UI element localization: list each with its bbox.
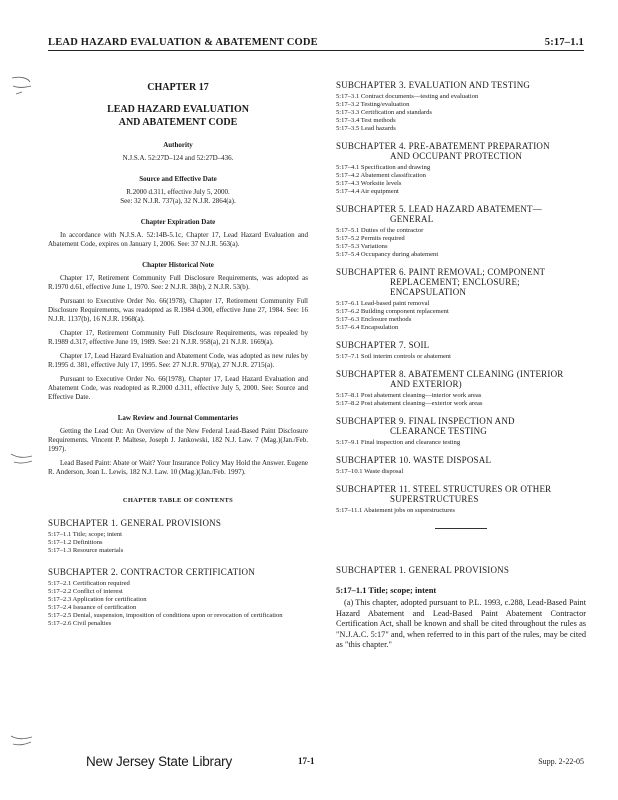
toc-entry: 5:17–2.1 Certification required [48,580,130,587]
toc-entry: 5:17–2.5 Denial, suspension, imposition of conditions upon or revocation of certification [48,612,283,619]
toc-entries [336,300,586,332]
punch-hole-mark [8,74,34,98]
toc-subchapter-line: GENERAL [390,214,434,224]
toc-entry: 5:17–6.1 Lead-based paint removal [336,300,430,307]
commentaries-heading: Law Review and Journal Commentaries [117,414,239,422]
page-number: 17-1 [298,756,315,766]
toc-entries [336,507,586,515]
section-divider [435,528,487,529]
toc-entry: 5:17–1.3 Resource materials [48,547,124,554]
toc-entry: 5:17–3.4 Test methods [336,117,396,124]
toc-entry: 5:17–11.1 Abatement jobs on superstructures [336,507,455,514]
toc-entry: 5:17–9.1 Final inspection and clearance testing [336,439,461,446]
toc-entry: 5:17–3.2 Testing/evaluation [336,101,410,108]
toc-subchapter-line: AND EXTERIOR) [390,379,462,389]
history-paragraph: Chapter 17, Retirement Community Full Disclosure Requirements, was adopted as R.1970 d.61, effective June 1, 1970. See: 2 N.J.R. 38(b), 2 N.J.R. 53(b). [48,274,308,291]
toc-entry: 5:17–6.3 Enclosure methods [336,316,412,323]
toc-entry: 5:17–2.2 Conflict of interest [48,588,123,595]
toc-entry: 5:17–10.1 Waste disposal [336,468,404,475]
running-head-section: 5:17–1.1 [544,37,584,48]
toc-heading: CHAPTER TABLE OF CONTENTS [122,497,234,504]
toc-subchapter-line: SUBCHAPTER 9. FINAL INSPECTION AND [336,416,515,426]
toc-entry: 5:17–3.5 Lead hazards [336,125,396,132]
toc-subchapter-heading [336,141,586,161]
toc-entries [336,93,586,133]
expiration-heading: Chapter Expiration Date [140,218,216,226]
toc-entry: 5:17–4.4 Air equipment [336,188,399,195]
page-footer [86,754,584,772]
toc-entry: 5:17–2.4 Issuance of certification [48,604,137,611]
toc-entries [48,531,308,555]
toc-entry: 5:17–2.6 Civil penalties [48,620,112,627]
toc-entries [336,439,586,447]
chapter-title-line: AND ABATEMENT CODE [118,117,238,128]
toc-subchapter-line: SUBCHAPTER 8. ABATEMENT CLEANING (INTERIOR [336,369,564,379]
authority-heading: Authority [163,141,193,149]
toc-entry: 5:17–1.2 Definitions [48,539,103,546]
toc-entry: 5:17–4.1 Specification and drawing [336,164,431,171]
source-line: See: 32 N.J.R. 737(a), 32 N.J.R. 2864(a). [120,197,236,205]
toc-subchapter-line: CLEARANCE TESTING [390,426,487,436]
toc-entries [336,227,586,259]
history-paragraph: Pursuant to Executive Order No. 66(1978), Chapter 17, Lead Hazard Evaluation and Abatement Code, was readopted as R.2000 d.311, effective July 5, 2000. See: Source and Effective Date. [48,375,308,401]
toc-entry: 5:17–8.1 Post abatement cleaning—interior work areas [336,392,482,399]
supplement-date: Supp. 2-22-05 [538,757,584,766]
punch-hole-mark [8,448,34,472]
toc-subchapter-heading: SUBCHAPTER 7. SOIL [336,340,430,350]
toc-entry: 5:17–1.1 Title; scope; intent [48,531,122,538]
toc-entry: 5:17–3.1 Contract documents—testing and evaluation [336,93,479,100]
toc-subchapter-heading [336,369,586,389]
text-subchapter-heading: SUBCHAPTER 1. GENERAL PROVISIONS [336,565,510,575]
toc-entry: 5:17–8.2 Post abatement cleaning—exterior work areas [336,400,483,407]
source-text [48,188,308,206]
toc-subchapter-heading: SUBCHAPTER 2. CONTRACTOR CERTIFICATION [48,567,255,577]
toc-entry: 5:17–5.2 Permits required [336,235,405,242]
toc-subchapter-line: SUPERSTRUCTURES [390,494,479,504]
running-head-title: LEAD HAZARD EVALUATION & ABATEMENT CODE [48,37,318,48]
running-head [48,34,584,48]
chapter-number: CHAPTER 17 [147,82,209,93]
rule-title: 5:17–1.1 Title; scope; intent [336,585,437,595]
header-rule [48,50,584,51]
toc-entries [336,353,586,361]
right-column [336,80,586,651]
history-paragraph: Pursuant to Executive Order No. 66(1978), Chapter 17, Retirement Community Full Disclosure Requirements, was readopted as R.1984 d.300, effective June 27, 1984. See: 16 N.J.R. 1137(b), 16 N.J.R. 1968(a). [48,297,308,323]
toc-subchapter-heading: SUBCHAPTER 10. WASTE DISPOSAL [336,455,492,465]
toc-subchapter-line: AND OCCUPANT PROTECTION [390,151,523,161]
chapter-title [48,103,308,129]
commentary-paragraph: Lead Based Paint: Abate or Wait? Your Insurance Policy May Hold the Answer. Eugene R. Anderson, Joan L. Lewis, 182 N.J. Law. 10 (Mag.)(Jan./Feb. 1997). [48,459,308,476]
toc-subchapter-line: SUBCHAPTER 11. STEEL STRUCTURES OR OTHER [336,484,552,494]
source-heading: Source and Effective Date [139,175,217,183]
toc-entry: 5:17–6.4 Encapsulation [336,324,399,331]
toc-entries [336,164,586,196]
toc-entry: 5:17–3.3 Certification and standards [336,109,432,116]
chapter-title-line: LEAD HAZARD EVALUATION [107,104,249,115]
history-heading: Chapter Historical Note [142,261,214,269]
commentary-paragraph: Getting the Lead Out: An Overview of the New Federal Lead-Based Paint Disclosure Requirements. Vincent P. Maltese, Joseph J. Jankowski, 182 N.J. Law. 7 (Mag.)(Jan./Feb. 1997). [48,427,308,453]
left-column [48,80,308,628]
toc-entries [48,580,308,628]
expiration-text: In accordance with N.J.S.A. 52:14B-5.1c, Chapter 17, Lead Hazard Evaluation and Abatement Code, expires on January 1, 2006. See: 37 N.J.R. 563(a). [48,231,308,248]
toc-entry: 5:17–4.3 Worksite levels [336,180,402,187]
toc-subchapter-heading [336,484,586,504]
toc-entry: 5:17–5.4 Occupancy during abatement [336,251,439,258]
punch-hole-mark [8,728,34,752]
toc-subchapter-line: SUBCHAPTER 5. LEAD HAZARD ABATEMENT— [336,204,542,214]
toc-subchapter-heading [336,204,586,224]
toc-subchapter-heading [336,416,586,436]
toc-subchapter-line: REPLACEMENT; ENCLOSURE; ENCAPSULATION [390,277,520,297]
rule-body: (a) This chapter, adopted pursuant to P.L. 1993, c.288, Lead-Based Paint Hazard Abatement and Lead-Based Paint Abatement Contractor Certification Act, shall be known and shall be cited throughout the rules as "N.J.A.C. 5:17" and, when referred to in this part of the rules, may be cited as "this chapter." [336,598,586,649]
authority-text: N.J.S.A. 52:27D–124 and 52:27D–436. [122,154,234,162]
history-paragraph: Chapter 17, Retirement Community Full Disclosure Requirements, was repealed by R.1989 d.317, effective June 19, 1989. See: 21 N.J.R. 958(a), 21 N.J.R. 1669(a). [48,329,308,346]
toc-subchapter-heading: SUBCHAPTER 1. GENERAL PROVISIONS [48,518,222,528]
toc-subchapter-heading [336,267,586,297]
library-stamp: New Jersey State Library [86,754,233,769]
toc-subchapter-heading: SUBCHAPTER 3. EVALUATION AND TESTING [336,80,531,90]
toc-entries [336,468,586,476]
history-paragraph: Chapter 17, Lead Hazard Evaluation and Abatement Code, was adopted as new rules by R.1995 d. 381, effective July 17, 1995. See: 27 N.J.R. 970(a), 27 N.J.R. 2715(a). [48,352,308,369]
toc-entry: 5:17–4.2 Abatement classification [336,172,426,179]
source-line: R.2000 d.311, effective July 5, 2000. [126,188,230,196]
toc-entry: 5:17–6.2 Building component replacement [336,308,449,315]
toc-entry: 5:17–7.1 Soil interim controls or abatement [336,353,452,360]
toc-entry: 5:17–5.1 Duties of the contractor [336,227,424,234]
toc-subchapter-line: SUBCHAPTER 6. PAINT REMOVAL; COMPONENT [336,267,546,277]
toc-entries [336,392,586,408]
toc-subchapter-line: SUBCHAPTER 4. PRE-ABATEMENT PREPARATION [336,141,550,151]
toc-entry: 5:17–5.3 Variations [336,243,388,250]
toc-entry: 5:17–2.3 Application for certification [48,596,147,603]
